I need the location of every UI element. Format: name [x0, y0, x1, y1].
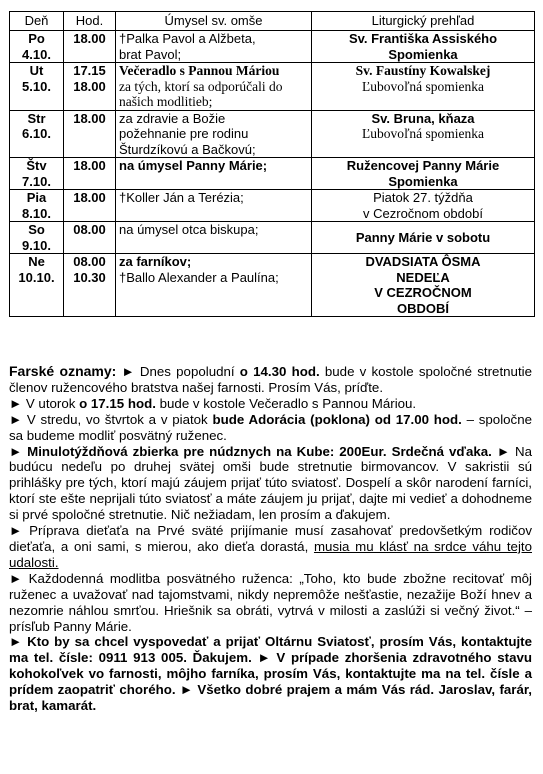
announcement-4-collection: ► Minulotýždňová zbierka pre núdznych na Kube: 200Eur. Srdečná vďaka. — [9, 443, 492, 459]
row-intention-cell — [116, 110, 312, 158]
row-liturgy-line: Sv. Bruna, kňaza — [371, 110, 475, 126]
table-row — [10, 158, 535, 190]
row-date: 9.10. — [22, 237, 51, 253]
row-hour-cell — [64, 190, 116, 222]
row-intention-line: za tých, ktorí sa odporúčali do — [119, 78, 283, 94]
row-hour: 18.00 — [73, 31, 106, 46]
row-hour-cell — [64, 63, 116, 111]
announcement-1-text-c: bude v kostole spoločné stretnutie členov ružencového bratstva našej farnosti. Prosím Vás, príďte. — [9, 364, 532, 395]
row-day-cell — [10, 222, 64, 254]
announcement-4-text: ► Na budúcu nedeľu po druhej svätej omši bude stretnutie birmovancov. V sakristii sú prihlášky pre tých, ktorí majú záujem prijať túto sviatosť. Dospelí a skôr narodení farníci, ktorí ste ešte neprijali túto sviatosť a máte záujem ju prijať, dajte mi vedieť a dohodneme si prvé spoločné stretnutie. Nič nežiadam, len prosím a ďakujem. — [9, 443, 533, 523]
announcement-1-time: o 14.30 hod. — [239, 364, 320, 379]
table-row — [10, 222, 535, 254]
row-weekday: Ut — [29, 63, 44, 78]
row-date: 7.10. — [22, 173, 51, 189]
header-liturgy: Liturgický prehľad — [312, 12, 535, 31]
announcement-3-text-c: – spoločne sa budeme modliť posvätný ruženec. — [9, 411, 532, 443]
row-date: 5.10. — [22, 78, 51, 94]
announcement-7 — [9, 634, 532, 714]
announcement-3 — [9, 412, 532, 444]
row-day-cell — [10, 31, 64, 63]
announcement-2-text-a: ► V utorok — [9, 395, 80, 411]
row-liturgy-cell — [312, 110, 535, 158]
row-intention-line: brat Pavol; — [119, 46, 182, 62]
row-liturgy-line: Ľubovoľná spomienka — [361, 78, 485, 94]
header-day: Deň — [10, 12, 64, 31]
row-weekday: Po — [28, 31, 45, 46]
row-liturgy-line: v Cezročnom období — [363, 205, 483, 221]
row-liturgy-line: Piatok 27. týždňa — [373, 190, 473, 205]
announcement-6 — [9, 571, 532, 635]
announcement-4 — [9, 444, 532, 524]
row-liturgy-line: DVADSIATA ÔSMA — [365, 254, 481, 269]
row-day-cell — [10, 190, 64, 222]
table-row — [10, 31, 535, 63]
announcement-5-underlined: musia mu klásť na srdce váhu tejto udalosti. — [9, 538, 532, 570]
row-hour-cell — [64, 31, 116, 63]
table-row — [10, 190, 535, 222]
row-intention-cell — [116, 190, 312, 222]
row-liturgy-line: Spomienka — [388, 46, 458, 62]
row-intention-line: našich modlitieb; — [119, 94, 213, 109]
row-hour: 18.00 — [73, 110, 106, 126]
row-weekday: Str — [27, 110, 46, 126]
row-liturgy-cell — [312, 254, 535, 317]
row-day-cell — [10, 158, 64, 190]
row-liturgy-cell — [312, 31, 535, 63]
row-intention-line: †Koller Ján a Terézia; — [119, 190, 244, 205]
row-intention-cell — [116, 158, 312, 190]
announcement-1-text-a: ► Dnes popoludní — [116, 364, 240, 379]
row-weekday: So — [28, 222, 45, 237]
row-liturgy-line: Panny Márie v sobotu — [355, 229, 491, 245]
row-hour: 18.00 — [73, 190, 106, 205]
row-liturgy-line: OBDOBÍ — [397, 300, 449, 316]
row-hour-cell — [64, 222, 116, 254]
row-day-cell — [10, 63, 64, 111]
row-intention-line: na úmysel otca biskupa; — [119, 222, 259, 237]
row-liturgy-line: Spomienka — [388, 173, 458, 189]
announcement-2-time: o 17.15 hod. — [79, 395, 156, 411]
announcement-2 — [9, 396, 532, 412]
row-intention-cell — [116, 63, 312, 111]
row-liturgy-line: Sv. Františka Assiského — [348, 31, 498, 46]
row-hour-cell — [64, 110, 116, 158]
row-hour-cell — [64, 254, 116, 317]
row-intention-line: za farníkov; — [119, 254, 192, 269]
row-liturgy-cell — [312, 158, 535, 190]
row-date: 6.10. — [22, 126, 51, 141]
table-row — [10, 254, 535, 317]
row-intention-line: †Ballo Alexander a Paulína; — [119, 269, 279, 285]
header-hour: Hod. — [64, 12, 116, 31]
parish-announcements — [9, 364, 532, 714]
row-intention-line: na úmysel Panny Márie; — [119, 158, 268, 173]
announcement-6-text: ► Každodenná modlitba posvätného ruženca: „Toho, kto bude zbožne recitovať môj ruženec a uvažovať nad tajomstvami, nikdy nepremôže nešťastie, nezažije Boží hnev a nezomrie náhlou smrťou. Hriešnik sa obráti, vytrvá v milosti a zaslúži si večný život.“ – prísľub Panny Márie. — [9, 570, 532, 634]
row-hour: 17.15 — [73, 63, 106, 78]
row-date: 8.10. — [22, 205, 51, 221]
row-weekday: Ne — [28, 254, 45, 269]
row-hour: 10.30 — [73, 269, 106, 285]
row-hour: 18.00 — [73, 158, 106, 173]
row-liturgy-line: NEDEĽA — [396, 269, 450, 285]
row-liturgy-line: Ľubovoľná spomienka — [361, 126, 485, 141]
row-intention-line: Večeradlo s Pannou Máriou — [119, 63, 280, 78]
row-weekday: Štv — [26, 158, 47, 173]
row-liturgy-line: V CEZROČNOM — [374, 285, 472, 300]
announcement-1 — [9, 364, 532, 396]
row-liturgy-cell — [312, 63, 535, 111]
row-intention-line: požehnanie pre rodinu — [119, 126, 249, 141]
row-hour: 08.00 — [73, 222, 106, 237]
announcements-label: Farské oznamy: — [9, 363, 117, 379]
row-liturgy-line: Ružencovej Panny Márie — [346, 158, 500, 173]
row-liturgy-line: Sv. Faustíny Kowalskej — [355, 63, 491, 78]
row-day-cell — [10, 110, 64, 158]
row-intention-cell — [116, 254, 312, 317]
row-intention-cell — [116, 31, 312, 63]
table-row — [10, 63, 535, 111]
row-liturgy-cell — [312, 190, 535, 222]
row-hour: 18.00 — [73, 78, 106, 94]
row-date: 10.10. — [18, 269, 55, 285]
announcement-5 — [9, 523, 532, 571]
row-intention-cell — [116, 222, 312, 254]
row-day-cell — [10, 254, 64, 317]
row-hour-cell — [64, 158, 116, 190]
row-weekday: Pia — [26, 190, 47, 205]
header-intention: Úmysel sv. omše — [116, 12, 312, 31]
announcement-2-text-c: bude v kostole Večeradlo s Pannou Máriou. — [155, 395, 417, 411]
row-liturgy-cell — [312, 222, 535, 254]
table-row — [10, 110, 535, 158]
announcement-3-adoration: bude Adorácia (poklona) od 17.00 hod. — [212, 411, 462, 427]
row-intention-line: za zdravie a Božie — [119, 110, 226, 126]
row-intention-line: Šturdzíkovú a Bačkovú; — [119, 141, 256, 157]
announcement-3-text-a: ► V stredu, vo štvrtok a v piatok — [9, 411, 213, 427]
mass-schedule-table — [9, 11, 535, 317]
table-header-row — [10, 12, 535, 31]
announcement-5-text: ► Príprava dieťaťa na Prvé sväté prijímanie musí zasahovať predovšetkým rodičov dieťaťa, a oni sami, s mierou, ako dieťa dorastá, — [9, 523, 532, 554]
row-intention-line: †Palka Pavol a Alžbeta, — [119, 31, 256, 46]
row-hour: 08.00 — [73, 254, 106, 269]
row-date: 4.10. — [22, 46, 51, 62]
announcement-7-text: ► Kto by sa chcel vyspovedať a prijať Oltárnu Sviatosť, prosím Vás, kontaktujte ma tel. čísle: 0911 913 005. Ďakujem. ► V prípade zhoršenia zdravotného stavu kohokoľvek vo farnosti, môjho farníka, prosím Vás, kontaktujte ma na tel. čísle a prídem zaopatriť chorého. ► Všetko dobré prajem a mám Vás rád. Jaroslav, farár, brat, kamarát. — [9, 634, 532, 714]
